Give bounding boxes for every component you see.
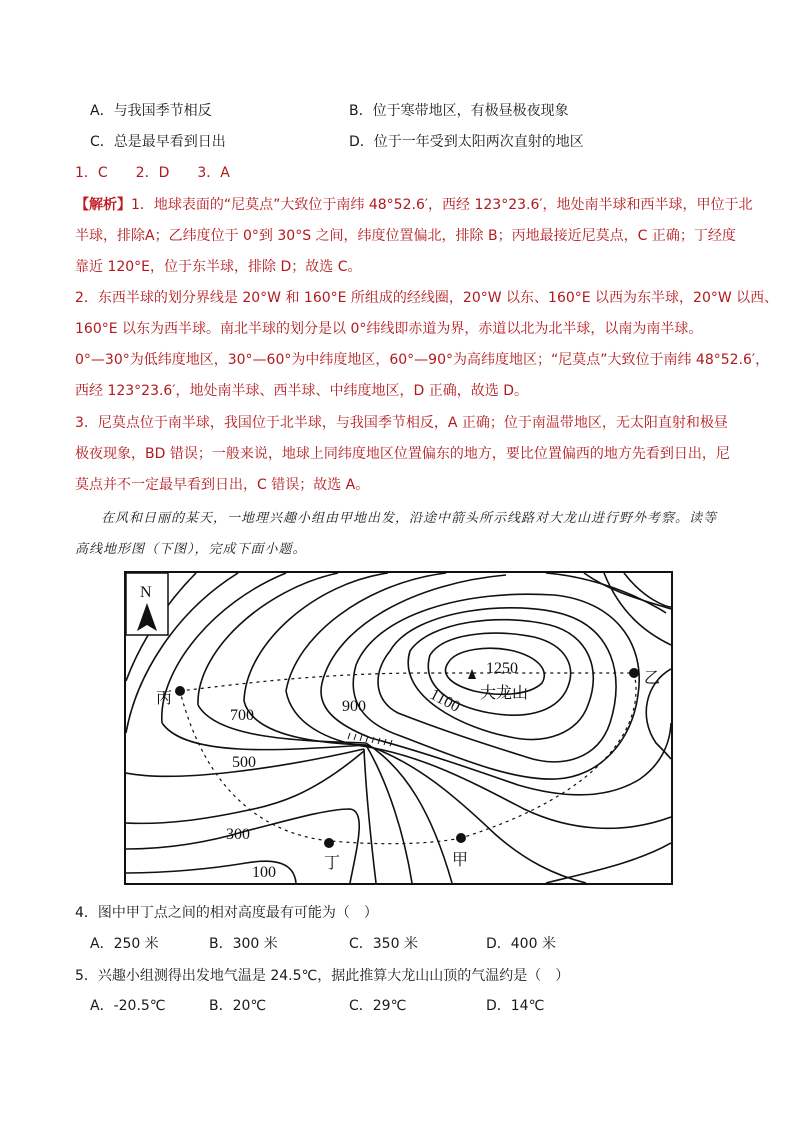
analysis-tag: 【解析】 xyxy=(75,197,131,213)
north-label: N xyxy=(140,584,152,601)
analysis-line-8: 3．尼莫点位于南半球，我国位于北半球，与我国季节相反，A 正确；位于南温带地区，无太阳直射和极昼 xyxy=(75,415,728,431)
peak-label: 大龙山 xyxy=(480,683,529,702)
option-d-prev: D．位于一年受到太阳两次直射的地区 xyxy=(349,134,584,150)
option-a-prev: A．与我国季节相反 xyxy=(90,103,212,119)
q4-option-b[interactable]: B．300 米 xyxy=(209,936,278,952)
analysis-line-1 xyxy=(75,195,753,215)
label-jia: 甲 xyxy=(452,850,469,869)
label-bing: 丙 xyxy=(156,688,173,707)
contour-map xyxy=(124,571,673,885)
analysis-line-2: 半球，排除A；乙纬度位于 0°到 30°S 之间，纬度位置偏北，排除 B；丙地最接近尼莫点，C 正确；丁经度 xyxy=(75,228,736,244)
point-bing xyxy=(175,686,185,696)
analysis-line-6: 0°—30°为低纬度地区，30°—60°为中纬度地区，60°—90°为高纬度地区；“尼莫点”大致位于南纬 48°52.6′， xyxy=(75,352,770,368)
contour-1150 xyxy=(408,620,593,740)
contour-lines xyxy=(126,573,671,883)
q5-option-d[interactable]: D．14℃ xyxy=(486,998,545,1014)
contour-label-500: 500 xyxy=(232,754,256,771)
answer-key: 1．C 2．D 3．A xyxy=(75,165,230,181)
contour-label-900: 900 xyxy=(342,698,366,715)
q4-stem: 4．图中甲丁点之间的相对高度最有可能为（ ） xyxy=(75,905,378,921)
peak-icon xyxy=(468,669,476,679)
q5-option-c[interactable]: C．29℃ xyxy=(349,998,407,1014)
label-ding: 丁 xyxy=(324,853,341,872)
contour-label-300: 300 xyxy=(226,826,250,843)
intro-line-2: 高线地形图（下图），完成下面小题。 xyxy=(75,542,307,557)
analysis-line-10: 莫点并不一定最早看到日出，C 错误；故选 A。 xyxy=(75,477,370,493)
analysis-text: 1．地球表面的“尼莫点”大致位于南纬 48°52.6′，西经 123°23.6′，地处南半球和西半球，甲位于北 xyxy=(131,197,753,213)
contour-label-1250: 1250 xyxy=(486,660,518,677)
point-yi xyxy=(629,668,639,678)
north-arrow-icon xyxy=(126,573,168,635)
q5-option-a[interactable]: A．-20.5℃ xyxy=(90,998,166,1014)
q4-option-a[interactable]: A．250 米 xyxy=(90,936,159,952)
intro-line-1: 在风和日丽的某天，一地理兴趣小组由甲地出发，沿途中箭头所示线路对大龙山进行野外考察。读等 xyxy=(101,511,718,526)
point-jia xyxy=(456,833,466,843)
point-ding xyxy=(324,838,334,848)
label-yi: 乙 xyxy=(644,668,661,687)
analysis-line-7: 西经 123°23.6′，地处南半球、西半球、中纬度地区，D 正确，故选 D。 xyxy=(75,383,528,399)
contour-label-700: 700 xyxy=(230,707,254,724)
option-c-prev: C．总是最早看到日出 xyxy=(90,134,226,150)
analysis-line-9: 极夜现象，BD 错误；一般来说，地球上同纬度地区位置偏东的地方，要比位置偏西的地方先看到日出，尼 xyxy=(75,446,730,462)
contour-label-100: 100 xyxy=(252,864,276,881)
q5-option-b[interactable]: B．20℃ xyxy=(209,998,267,1014)
q4-option-d[interactable]: D．400 米 xyxy=(486,936,556,952)
analysis-line-5: 160°E 以东为西半球。南北半球的划分是以 0°纬线即赤道为界，赤道以北为北半球，以南为南半球。 xyxy=(75,321,703,337)
analysis-line-4: 2．东西半球的划分界线是 20°W 和 160°E 所组成的经线圈，20°W 以东、160°E 以西为东半球，20°W 以西、 xyxy=(75,290,779,306)
q4-option-c[interactable]: C．350 米 xyxy=(349,936,418,952)
analysis-line-3: 靠近 120°E，位于东半球，排除 D；故选 C。 xyxy=(75,259,362,275)
contour-500 xyxy=(162,573,412,883)
option-b-prev: B．位于寒带地区，有极昼极夜现象 xyxy=(349,103,569,119)
q5-stem: 5．兴趣小组测得出发地气温是 24.5℃，据此推算大龙山山顶的气温约是（ ） xyxy=(75,968,570,984)
contour-label-1100: 1100 xyxy=(427,686,463,716)
